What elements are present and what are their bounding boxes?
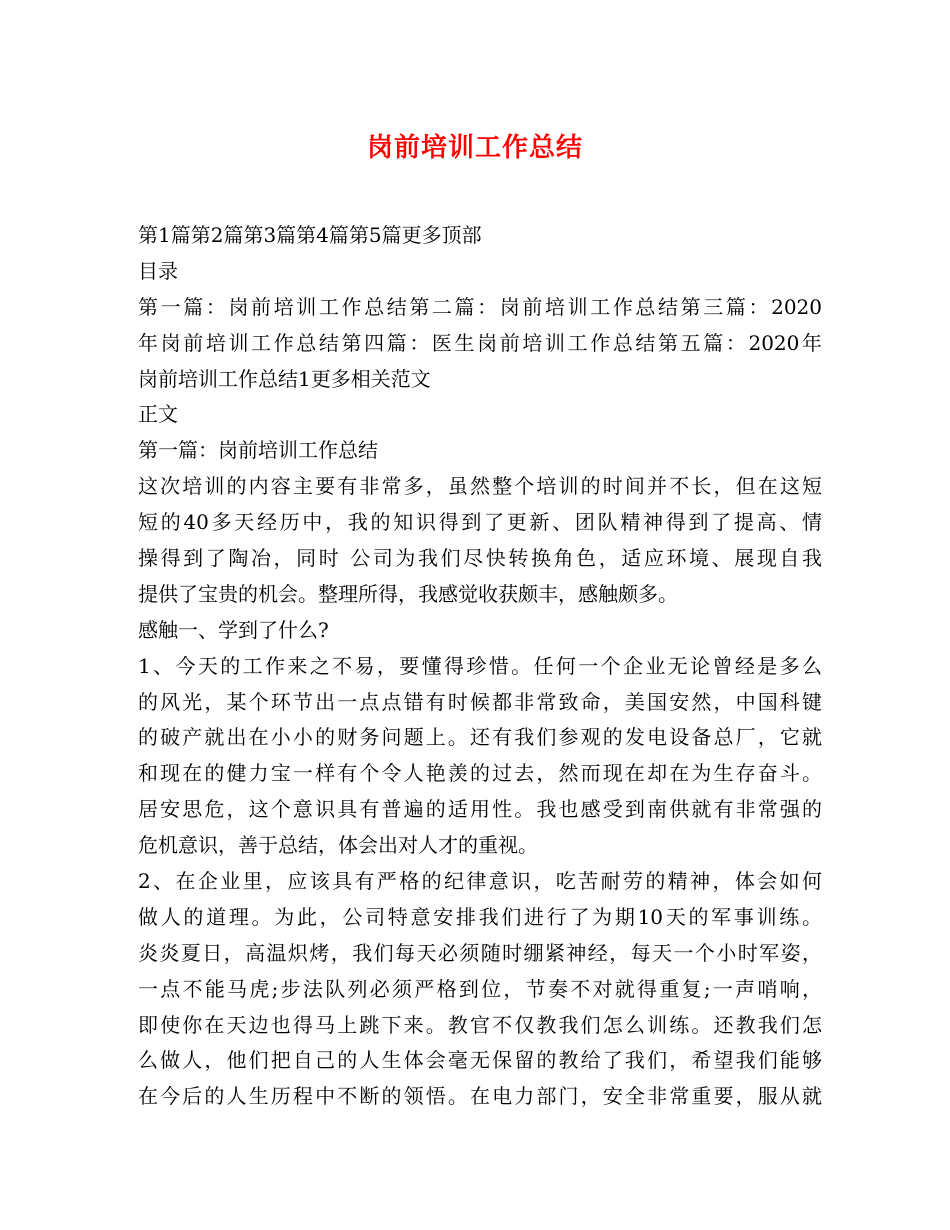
body-line: 危机意识，善于总结，体会出对人才的重视。 [138,833,538,858]
body-line: 的破产就出在小小的财务问题上。还有我们参观的发电设备总厂，它就 [138,725,822,750]
body-line: 感触一、学到了什么? [138,617,329,642]
body-line: 岗前培训工作总结1更多相关范文 [138,366,431,391]
body-line: 一点不能马虎;步法队列必须严格到位，节奏不对就得重复;一声哨响， [138,976,822,1001]
body-line: 第一篇：岗前培训工作总结第二篇：岗前培训工作总结第三篇：2020 [138,294,822,319]
document-body [138,218,822,1115]
body-line: 即使你在天边也得马上跳下来。教官不仅教我们怎么训练。还教我们怎 [138,1012,822,1037]
body-line: 年岗前培训工作总结第四篇：医生岗前培训工作总结第五篇：2020年 [138,330,822,355]
body-line: 的风光，某个环节出一点点错有时候都非常致命，美国安然，中国科键 [138,689,822,714]
body-line: 在今后的人生历程中不断的领悟。在电力部门，安全非常重要，服从就 [138,1084,822,1109]
body-line: 操得到了陶冶，同时 公司为我们尽快转换角色，适应环境、展现自我 [138,546,822,571]
body-line: 正文 [138,402,178,427]
body-line: 2、在企业里，应该具有严格的纪律意识，吃苦耐劳的精神，体会如何 [138,869,822,894]
body-line: 第1篇第2篇第3篇第4篇第5篇更多顶部 [138,223,482,247]
body-line: 第一篇：岗前培训工作总结 [138,438,378,463]
document-title: 岗前培训工作总结 [366,133,583,163]
body-line: 目录 [138,258,178,283]
body-line: 么做人，他们把自己的人生体会毫无保留的教给了我们，希望我们能够 [138,1048,822,1073]
body-line: 短的40多天经历中，我的知识得到了更新、团队精神得到了提高、情 [138,510,822,535]
body-line: 做人的道理。为此，公司特意安排我们进行了为期10天的军事训练。 [138,904,822,929]
body-line: 炎炎夏日，高温炽烤，我们每天必须随时绷紧神经，每天一个小时军姿， [138,940,822,965]
body-line: 和现在的健力宝一样有个令人艳羡的过去，然而现在却在为生存奋斗。 [138,761,822,786]
body-line: 这次培训的内容主要有非常多，虽然整个培训的时间并不长，但在这短 [138,474,822,499]
body-line: 1、今天的工作来之不易，要懂得珍惜。任何一个企业无论曾经是多么 [138,653,822,678]
body-line: 提供了宝贵的机会。整理所得，我感觉收获颇丰，感触颇多。 [138,581,678,606]
body-line: 居安思危，这个意识具有普遍的适用性。我也感受到南供就有非常强的 [138,797,822,822]
